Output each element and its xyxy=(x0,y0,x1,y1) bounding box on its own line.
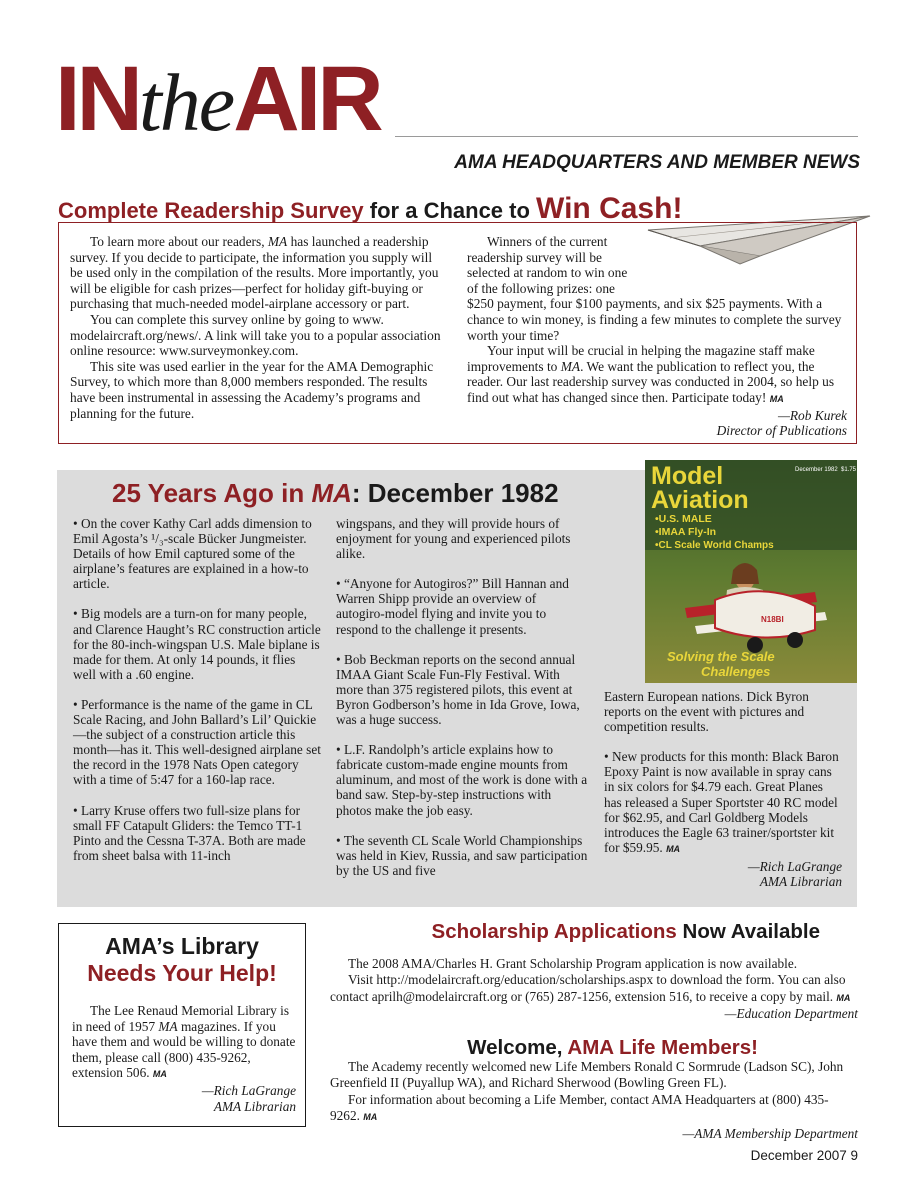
library-signature-name: —Rich LaGrange xyxy=(201,1082,296,1098)
ma-endmark: MA xyxy=(666,843,681,854)
survey-paragraph-1: To learn more about our readers, MA has launched a readership survey. If you decide to participate, the information you supply will be used only in the compilation of the results. More importantly, you will be eligible for cash prizes—perfect for holiday gift-buying or purchasing that much-needed model-airplane accessory or part. xyxy=(70,234,439,312)
cover-tail-number: N18BI xyxy=(761,615,784,624)
survey-right-line: readership survey will be xyxy=(467,249,602,265)
scholarship-title: Scholarship Applications Now Available xyxy=(431,920,820,943)
survey-right-line: selected at random to win one xyxy=(467,265,628,281)
welcome-title: Welcome, AMA Life Members! xyxy=(467,1036,758,1059)
page-footer: December 2007 9 xyxy=(750,1148,858,1163)
years-ago-item: • L.F. Randolph’s article explains how to fabricate custom-made engine mounts from aluminum, and most of the work is done with a band saw. Step-by-step instructions with photos make the job easy. xyxy=(336,742,588,818)
survey-right-column xyxy=(467,234,847,439)
scholarship-signature: —Education Department xyxy=(724,1006,858,1022)
ma-endmark: MA xyxy=(836,992,851,1003)
ma-endmark: MA xyxy=(363,1112,378,1123)
ma-endmark: MA xyxy=(152,1069,167,1080)
survey-paragraph-2: You can complete this survey online by going to www. modelaircraft.org/news/. A link will take you to a popular association online resource: www.surveymonkey.com. xyxy=(70,311,441,359)
cover-banner-line2: Challenges xyxy=(701,664,771,679)
cover-price: $1.75 xyxy=(841,467,857,473)
library-title-line2: Needs Your Help! xyxy=(87,960,277,986)
cover-bullet: •U.S. MALE xyxy=(655,513,712,525)
years-ago-item: • Bob Beckman reports on the second annual IMAA Giant Scale Fun-Fly Festival. With more than 375 registered pilots, this event at Byron Godberson’s home in Ida Grove, Iowa, was a huge success. xyxy=(336,651,580,728)
scholarship-paragraph-2: Visit http://modelaircraft.org/education/scholarships.aspx to download the form. You can also contact aprilh@modelaircraft.org or (765) 287-1256, extension 516, to receive a copy by mail. MA xyxy=(330,972,851,1004)
masthead-the: the xyxy=(139,57,234,148)
survey-right-paragraph-2: Your input will be crucial in helping the magazine staff make improvements to MA. We want the publication to reflect you, the reader. Our last readership survey was conducted in 2004, so help us find out what has changed since then. Participate today! MA xyxy=(467,343,835,405)
masthead-air: AIR xyxy=(233,48,380,150)
years-ago-item: • New products for this month: Black Baron Epoxy Paint is now available in spray cans in six colors for $4.79 each. Great Planes has released a Super Sportster 40 RC model for $62.95, and Carl Goldberg Models introduces the Eagle 63 trainer/sportster kit for $59.95. MA xyxy=(604,749,839,855)
cover-date: December 1982 xyxy=(795,467,838,473)
years-ago-item: • The seventh CL Scale World Championships was held in Kiev, Russia, and saw participation by the US and five xyxy=(336,832,588,878)
years-ago-column-3 xyxy=(604,689,842,889)
years-ago-signature-title: AMA Librarian xyxy=(759,874,842,890)
section-subtitle: AMA HEADQUARTERS AND MEMBER NEWS xyxy=(454,152,860,173)
library-signature-title: AMA Librarian xyxy=(213,1098,296,1114)
years-ago-item: • Larry Kruse offers two full-size plans for small FF Catapult Gliders: the Temco TT-1 Pinto and the Cessna T-37A. Both are made from sheet balsa with 11-inch xyxy=(73,802,306,863)
masthead xyxy=(55,48,380,150)
cover-bullet: •IMAA Fly-In xyxy=(655,526,717,538)
library-title-line1: AMA’s Library xyxy=(105,933,259,959)
years-ago-column-1 xyxy=(73,516,321,878)
library-paragraph: The Lee Renaud Memorial Library is in need of 1957 MA magazines. If you have them and would be willing to donate them, please call (800) 435-9262, extension 506. MA xyxy=(72,1003,296,1081)
survey-right-line: of the following prizes: one xyxy=(467,280,616,296)
years-ago-item: Eastern European nations. Dick Byron reports on the event with pictures and competition results. xyxy=(604,689,809,735)
survey-title-part2: for a Chance to xyxy=(363,198,537,223)
years-ago-title: 25 Years Ago in MA: December 1982 xyxy=(112,478,559,508)
years-ago-column-2 xyxy=(336,516,588,893)
survey-title xyxy=(58,192,682,226)
years-ago-signature-name: —Rich LaGrange xyxy=(747,858,842,874)
welcome-paragraph-1: The Academy recently welcomed new Life Members Ronald C Sormrude (Ladson SC), John Greenfield II (Puyallup WA), and Richard Sherwood (Bowling Green FL). xyxy=(330,1059,844,1091)
years-ago-item: • On the cover Kathy Carl adds dimension to Emil Agosta’s ¹/₃-scale Bücker Jungmeister. Details of how Emil captured some of the airplane’s features are explained in a how-to article. xyxy=(73,516,312,592)
scholarship-body xyxy=(330,956,858,1023)
cover-title-line2: Aviation xyxy=(651,486,749,514)
years-ago-item: wingspans, and they will provide hours of enjoyment for young and experienced pilots alike. xyxy=(336,516,571,562)
cover-title-line1: Model xyxy=(651,462,724,490)
masthead-rule xyxy=(395,136,858,137)
welcome-body xyxy=(330,1059,858,1142)
ma-endmark: MA xyxy=(769,393,784,404)
welcome-paragraph-2: For information about becoming a Life Member, contact AMA Headquarters at (800) 435-9262. MA xyxy=(330,1091,829,1124)
scholarship-paragraph-1: The 2008 AMA/Charles H. Grant Scholarship Program application is now available. xyxy=(348,956,798,971)
welcome-signature: —AMA Membership Department xyxy=(682,1125,858,1141)
magazine-cover-image xyxy=(645,460,857,683)
library-body xyxy=(72,1003,296,1114)
cover-banner-line1: Solving the Scale xyxy=(667,649,775,664)
cover-bullet: •CL Scale World Champs xyxy=(655,540,774,551)
survey-left-column xyxy=(70,234,442,421)
masthead-in: IN xyxy=(55,48,139,150)
survey-right-line: Winners of the current xyxy=(487,234,608,249)
years-ago-item: • Big models are a turn-on for many people, and Clarence Haught’s RC construction article for the 80-inch-wingspan U.S. Male biplane is made for them. At only 14 pounds, it flies well with a .60 engine. xyxy=(73,606,321,682)
survey-paragraph-3: This site was used earlier in the year for the AMA Demographic Survey, to which more than 8,000 members responded. The results have been instrumental in assessing the Academy’s programs and planning for the future. xyxy=(70,358,434,421)
years-ago-item: • “Anyone for Autogiros?” Bill Hannan and Warren Shipp provide an overview of autogiro-model flying and invite you to respond to the challenge it presents. xyxy=(336,576,569,637)
survey-signature-name: —Rob Kurek xyxy=(777,407,847,423)
survey-signature-title: Director of Publications xyxy=(716,423,847,439)
survey-title-part1: Complete Readership Survey xyxy=(58,198,364,223)
years-ago-item: • Performance is the name of the game in CL Scale Racing, and John Ballard’s Lil’ Quickie—the subject of a construction article this month—has it. This well-designed airplane set the record in the 1978 Nats Open category with a time of 5:47 for a 160-lap race. xyxy=(73,696,321,788)
survey-right-paragraph-1-rest: $250 payment, four $100 payments, and six $25 payments. With a chance to win money, is finding a few minutes to complete the survey worth your time? xyxy=(467,296,842,343)
survey-title-part3: Win Cash! xyxy=(536,192,683,225)
